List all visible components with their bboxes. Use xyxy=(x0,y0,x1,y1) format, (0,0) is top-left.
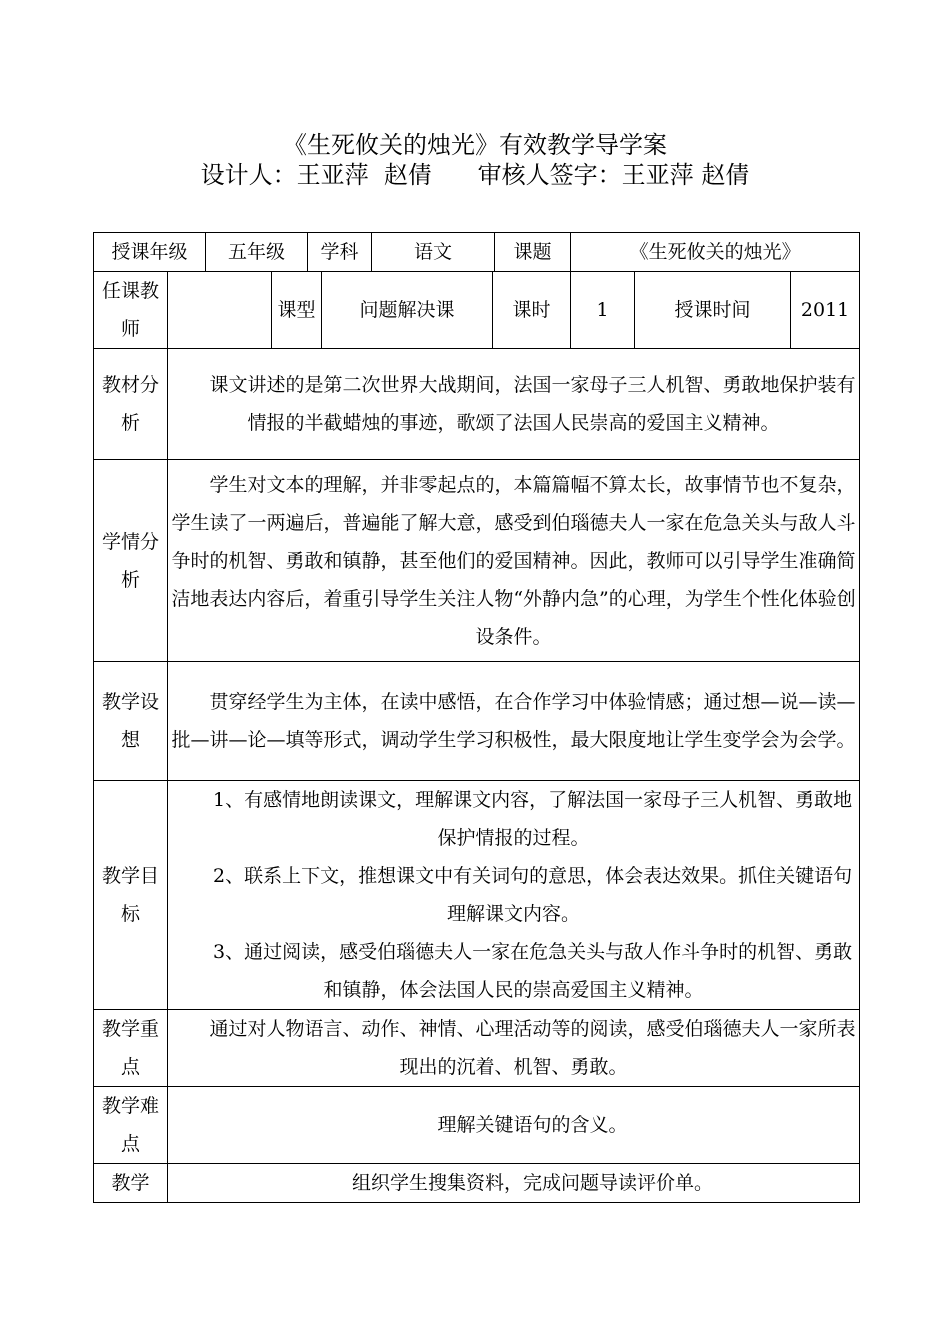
info-row-2 xyxy=(94,272,860,349)
concept-row xyxy=(94,662,860,781)
material-row xyxy=(94,349,860,460)
concept-label: 教学设想 xyxy=(94,662,168,781)
prep-text: 组织学生搜集资料，完成问题导读评价单。 xyxy=(352,1172,714,1194)
teacher-label: 任课教师 xyxy=(94,272,168,349)
goals-row xyxy=(94,781,860,1010)
focus-label: 教学重点 xyxy=(94,1010,168,1087)
prep-row xyxy=(94,1164,860,1203)
goal-item: 3、通过阅读，感受伯瑙德夫人一家在危急关头与敌人作斗争时的机智、勇敢和镇静，体会法国人民的崇高爱国主义精神。 xyxy=(212,941,853,1001)
focus-text: 通过对人物语言、动作、神情、心理活动等的阅读，感受伯瑙德夫人一家所表现出的沉着、机智、勇敢。 xyxy=(209,1018,856,1078)
teacher-value xyxy=(168,272,272,349)
grade-label: 授课年级 xyxy=(94,233,206,272)
material-text: 课文讲述的是第二次世界大战期间，法国一家母子三人机智、勇敢地保护装有情报的半截蜡烛的事迹，歌颂了法国人民崇高的爱国主义精神。 xyxy=(209,374,856,434)
concept-text: 贯穿经学生为主体，在读中感悟，在合作学习中体验情感；通过想—说—读—批—讲—论—填等形式，调动学生学习积极性，最大限度地让学生变学会为会学。 xyxy=(171,691,856,751)
subject-value: 语文 xyxy=(372,233,495,272)
goal-item: 1、有感情地朗读课文，理解课文内容，了解法国一家母子三人机智、勇敢地保护情报的过程。 xyxy=(212,789,853,849)
time-label: 授课时间 xyxy=(635,272,791,349)
material-label: 教材分析 xyxy=(94,349,168,460)
info-row-1 xyxy=(94,233,860,272)
subject-label: 学科 xyxy=(308,233,372,272)
difficulty-label: 教学难点 xyxy=(94,1087,168,1164)
hours-value: 1 xyxy=(571,272,635,349)
hours-label: 课时 xyxy=(493,272,571,349)
difficulty-row xyxy=(94,1087,860,1164)
page-title: 《生死攸关的烛光》有效教学导学案 xyxy=(283,131,667,159)
topic-label: 课题 xyxy=(495,233,571,272)
type-label: 课型 xyxy=(272,272,322,349)
grade-value: 五年级 xyxy=(206,233,308,272)
difficulty-text: 理解关键语句的含义。 xyxy=(437,1114,628,1136)
lesson-plan-table xyxy=(93,232,860,1203)
page-subtitle: 设计人：王亚萍 赵倩 审核人签字：王亚萍 赵倩 xyxy=(200,161,750,189)
goal-item: 2、联系上下文，推想课文中有关词句的意思，体会表达效果。抓住关键语句理解课文内容。 xyxy=(212,865,853,925)
student-text: 学生对文本的理解，并非零起点的，本篇篇幅不算太长，故事情节也不复杂，学生读了一两遍后，普遍能了解大意，感受到伯瑙德夫人一家在危急关头与敌人斗争时的机智、勇敢和镇静，甚至他们的爱国精神。因此，教师可以引导学生准确简洁地表达内容后，着重引导学生关注人物“外静内急”的心理，为学生个性化体验创设条件。 xyxy=(171,473,856,648)
goals-label: 教学目标 xyxy=(94,781,168,1010)
prep-label: 教学 xyxy=(94,1164,168,1203)
type-value: 问题解决课 xyxy=(322,272,493,349)
topic-value: 《生死攸关的烛光》 xyxy=(571,233,860,272)
focus-row xyxy=(94,1010,860,1087)
student-row xyxy=(94,460,860,662)
time-value: 2011 xyxy=(791,272,860,349)
student-label: 学情分析 xyxy=(94,460,168,662)
